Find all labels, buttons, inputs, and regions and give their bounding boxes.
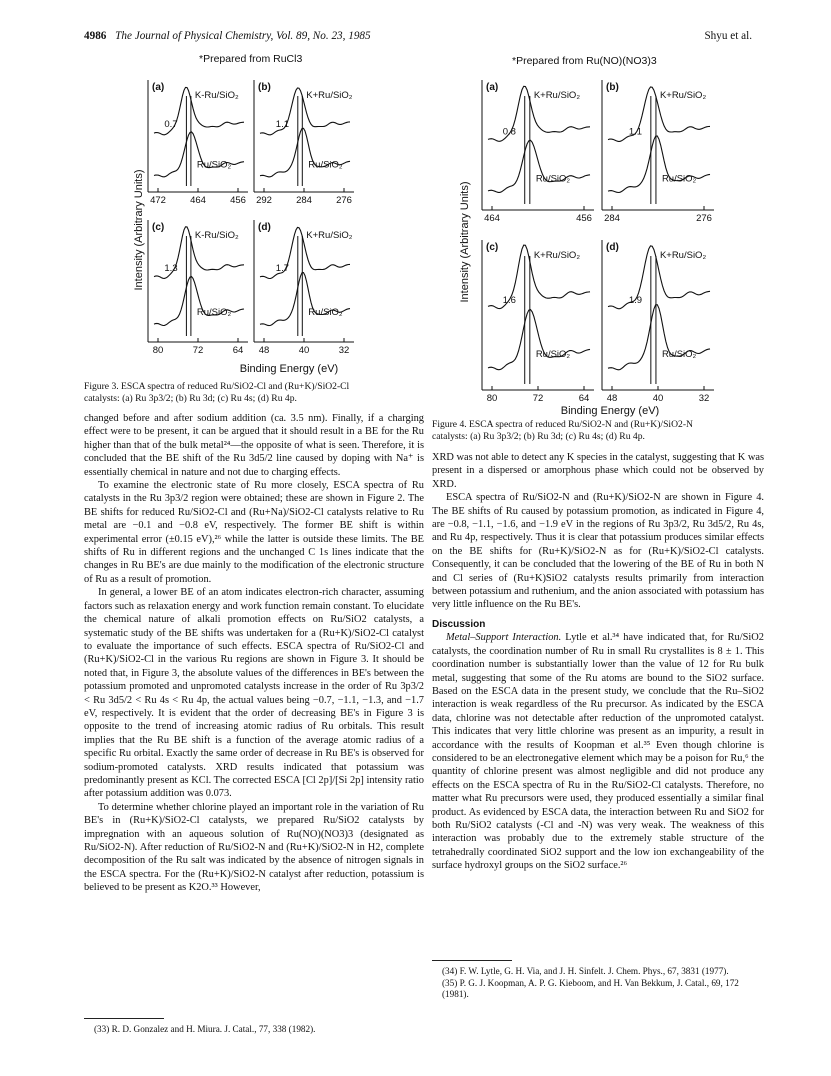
figure-3-caption (84, 381, 424, 405)
footnotes-left (94, 1024, 424, 1036)
caption-line: catalysts: (a) Ru 3p3/2; (b) Ru 3d; (c) Ru 4s; (d) Ru 4p. (84, 393, 297, 404)
spectrum-label-promoted: K+Ru/SiO₂ (659, 250, 707, 261)
spectrum-label-promoted: K+Ru/SiO₂ (533, 90, 581, 101)
caption-line: Figure 4. ESCA spectra of reduced Ru/SiO2-N and (Ru+K)/SiO2-N (432, 419, 693, 430)
shift-value: 1.1 (628, 126, 643, 138)
x-axis-label: Binding Energy (eV) (239, 363, 339, 375)
spectrum-label-promoted: K-Ru/SiO₂ (194, 90, 239, 101)
figure-4 (430, 52, 760, 424)
journal-title: The Journal of Physical Chemistry, Vol. 89, No. 23, 1985 (115, 30, 371, 42)
footnote: (35) P. G. J. Koopman, A. P. G. Kieboom, and H. Van Bekkum, J. Catal., 69, 172 (1981). (442, 977, 739, 1000)
caption-line: catalysts: (a) Ru 3p3/2; (b) Ru 3d; (c) Ru 4s; (d) Ru 4p. (432, 431, 645, 442)
x-tick-label: 32 (338, 345, 350, 356)
figure-3-plot (84, 50, 424, 390)
panel-label: (d) (606, 242, 619, 253)
page-number: 4986 (84, 30, 107, 42)
x-tick-label: 276 (336, 195, 352, 206)
x-tick-label: 72 (532, 393, 544, 404)
panel-label: (c) (152, 222, 165, 233)
shift-value: 1.1 (275, 119, 290, 131)
x-tick-label: 292 (256, 195, 272, 206)
paragraph: In general, a lower BE of an atom indicates electron-rich character, assuming factors such as relaxation energy and work function remain constant. To elucidate the chemical nature of alkali promotion effects on Ru/SiO2 catalysts, a systematic study of the BE shifts was undertaken for a (Ru+K)/SiO2-Cl catalyst to evaluate the importance of such effects. ESCA spectra of Ru/SiO2-Cl and (Ru+K)/SiO2-Cl in the various Ru regions are shown in Figure 3. It should be noted that, in Figure 3, the absolute values of the differences in BE's between the potassium promoted and unpromoted catalysts increase in the order of Ru 3p3/2 < Ru 3d5/2 < Ru 4s < Ru 4p, the actual values being −0.7, −1.1, −1.3, and −1.7 eV, respectively. It is evident that the order of decreasing BE's in Figure 3 is opposite to the trend of increasing atomic radius of Ru orbitals. This result implies that the Ru BE shift is a function of the average atomic radius of a specific Ru orbital. Exactly the same order of decrease in Ru BE's is observed for sodium-promoted catalysts. XRD results indicated that potassium was predominantly present as KCl. The corrected ESCA [Cl 2p]/[Si 2p] intensity ratio after potassium addition was 0.073. (84, 587, 424, 800)
x-tick-label: 80 (486, 393, 498, 404)
x-tick-label: 48 (258, 345, 270, 356)
spectrum-label-promoted: K+Ru/SiO₂ (533, 250, 581, 261)
spectrum-label-promoted: K+Ru/SiO₂ (306, 230, 353, 241)
panel-label: (d) (258, 222, 271, 233)
y-axis-label: Intensity (Arbitrary Units) (459, 181, 471, 303)
spectrum-label-unpromoted: Ru/SiO₂ (535, 349, 571, 360)
footnotes-right (432, 966, 764, 1001)
footnote: (34) F. W. Lytle, G. H. Via, and J. H. Sinfelt. J. Chem. Phys., 67, 3831 (1977). (442, 966, 729, 976)
caption-line: Figure 3. ESCA spectra of reduced Ru/SiO2-Cl and (Ru+K)/SiO2-Cl (84, 381, 350, 392)
panel-label: (a) (152, 82, 165, 93)
footnote: (33) R. D. Gonzalez and H. Miura. J. Catal., 77, 338 (1982). (94, 1024, 316, 1034)
discussion-paragraph (432, 631, 764, 872)
x-tick-label: 32 (698, 393, 710, 404)
x-tick-label: 472 (150, 195, 166, 206)
figure-3 (84, 50, 424, 390)
x-axis-label: Binding Energy (eV) (560, 405, 660, 417)
spectrum-unpromoted (488, 310, 590, 370)
paragraph: XRD was not able to detect any K species in the catalyst, suggesting that K was present in a dispersed or amorphous phase which could not be observed by XRD. (432, 452, 764, 490)
shift-value: 1.3 (164, 263, 178, 275)
panel-label: (a) (486, 82, 499, 93)
spectrum-label-unpromoted: Ru/SiO₂ (535, 173, 571, 185)
x-tick-label: 64 (232, 345, 244, 356)
discussion-subheading: Metal–Support Interaction. (446, 632, 562, 644)
author-running-head: Shyu et al. (704, 30, 752, 42)
x-tick-label: 456 (576, 213, 592, 224)
shift-value: 1.9 (628, 295, 643, 306)
panel-label: (b) (606, 82, 619, 93)
spectrum-label-unpromoted: Ru/SiO₂ (196, 307, 232, 319)
panel-label: (b) (258, 82, 271, 93)
footnote-rule-right (432, 960, 512, 961)
spectrum-label-unpromoted: Ru/SiO₂ (661, 349, 697, 360)
paragraph: To determine whether chlorine played an important role in the variation of Ru BE's in (Ru+K)/SiO2-Cl catalysts, we prepared Ru/SiO2 catalysts by impregnation with an aqueous solution of Ru(NO)(NO3)3 (designated as Ru/SiO2-N). After reduction of Ru/SiO2-N and (Ru+K)/SiO2-N in H2, complete decomposition of the Ru salt was indicated by the absence of nitrogen signals in the ESCA spectra. For the (Ru+K)/SiO2-N catalyst after reduction, potassium is believed to be present as K2O.³³ However, (84, 801, 424, 894)
footnote-rule-left (84, 1018, 164, 1019)
spectrum-label-unpromoted: Ru/SiO₂ (196, 159, 232, 171)
figure-title: *Prepared from Ru(NO)(NO3)3 (512, 55, 657, 67)
shift-value: 1.6 (502, 295, 516, 306)
figure-4-caption (432, 419, 764, 443)
panel-label: (c) (486, 242, 499, 253)
spectrum-label-promoted: K-Ru/SiO₂ (194, 230, 239, 241)
x-tick-label: 40 (652, 393, 664, 404)
spectrum-label-promoted: K+Ru/SiO₂ (659, 90, 707, 101)
shift-value: 1.7 (275, 263, 290, 275)
x-tick-label: 48 (606, 393, 618, 404)
x-tick-label: 276 (696, 213, 712, 224)
x-tick-label: 72 (192, 345, 204, 356)
x-tick-label: 284 (296, 195, 312, 206)
shift-value: 0.8 (502, 126, 516, 138)
left-column-text (84, 412, 424, 895)
spectrum-unpromoted (608, 305, 710, 370)
paragraph: changed before and after sodium addition (ca. 3.5 nm). Finally, if a charging effect were to be present, it can be argued that it should result in a BE for the Ru higher than that of the bulk metal²⁴—the opposite of what is seen. Therefore, it is concluded that the BE shift of the Ru 3d5/2 line caused by doping with Na⁺ is essentially chemical in nature and not due to charging effects. (84, 413, 424, 478)
figure-4-plot (430, 52, 760, 424)
shift-value: 0.7 (164, 119, 178, 131)
spectrum-label-promoted: K+Ru/SiO₂ (306, 90, 353, 101)
right-column-text (432, 451, 764, 873)
spectrum-label-unpromoted: Ru/SiO₂ (308, 307, 343, 319)
x-tick-label: 284 (604, 213, 620, 224)
x-tick-label: 456 (230, 195, 246, 206)
x-tick-label: 64 (578, 393, 590, 404)
spectrum-unpromoted (488, 140, 590, 192)
y-axis-label: Intensity (Arbitrary Units) (133, 169, 145, 291)
spectrum-label-unpromoted: Ru/SiO₂ (661, 173, 697, 185)
paragraph: ESCA spectra of Ru/SiO2-N and (Ru+K)/SiO2-N are shown in Figure 4. The BE shifts of Ru caused by potassium promotion, as indicated in Figure 4, are −0.8, −1.1, −1.6, and −1.9 eV in the regions of Ru 3p3/2, Ru 3d5/2, Ru 4s, and Ru 4p, respectively. Thus it is clear that potassium produces similar effects on the BE shifts for (Ru+K)/SiO2-N as for (Ru+K)/SiO2-Cl catalysts. Consequently, it can be concluded that the lowering of the BE of Ru in both N and Cl series of (Ru+K)SiO2 catalysts results primarily from interaction between potassium and ruthenium, and the anion associated with potassium has very little influence on the Ru BE's. (432, 492, 764, 611)
spectrum-label-unpromoted: Ru/SiO₂ (308, 159, 343, 171)
discussion-text: Lytle et al.³⁴ have indicated that, for Ru/SiO2 catalysts, the coordination number of Ru in small Ru crystallites is 8 ± 1. This coordination number is substantially lower than the value of 12 for Ru bulk metal, suggesting that some of the Ru atoms are bound to the SiO2 surface. Based on the ESCA data in the present study, we conclude that the Ru–SiO2 interaction is weak regardless of the Ru precursor. As indicated by the ESCA data, chlorine was not detectable after reduction of the unpromoted catalyst. This indicates that very little chlorine was present as an impurity, a result in accordance with the results of Koopman et al.³⁵ Even though chlorine is considered to be an electronegative element which may be a poison for Ru,⁶ the quantity of chlorine present was almost negligible and did not produce any effects on the ESCA spectra of Ru in the Ru/SiO2-Cl catalysts. Therefore, no matter what Ru precursors were used, they produced essentially a similar final product. As evidenced by ESCA data, the interaction between Ru and SiO2 for both Ru/SiO2 catalysts (-Cl and -N) was very weak. The weakness of this interaction was probably due to the extremely stable structure of the tetrahedrally coordinated SiO2 support and the low ion exchangeability of the surface hydroxyl groups on the SiO2 surface.²⁶ (432, 632, 764, 872)
page-header (84, 30, 752, 46)
x-tick-label: 464 (484, 213, 500, 224)
x-tick-label: 464 (190, 195, 206, 206)
paragraph: To examine the electronic state of Ru more closely, ESCA spectra of Ru catalysts in the Ru 3p3/2 region were obtained; these are shown in Figure 2. The BE shifts for reduced Ru/SiO2-Cl and (Ru+Na)/SiO2-Cl catalysts relative to Ru metal are −0.1 and −0.8 eV, respectively. The former BE shift is within experimental error (±0.15 eV),²⁶ while the latter is outside these limits. The BE shifts of Ru in different regions and the unchanged C 1s lines indicate that the changes in Ru BE's are due mainly to the modification of the electronic structure of Ru as a result of promotion. (84, 480, 424, 585)
x-tick-label: 80 (152, 345, 164, 356)
discussion-heading: Discussion (432, 618, 486, 630)
x-tick-label: 40 (298, 345, 310, 356)
figure-title: *Prepared from RuCl3 (199, 53, 303, 65)
